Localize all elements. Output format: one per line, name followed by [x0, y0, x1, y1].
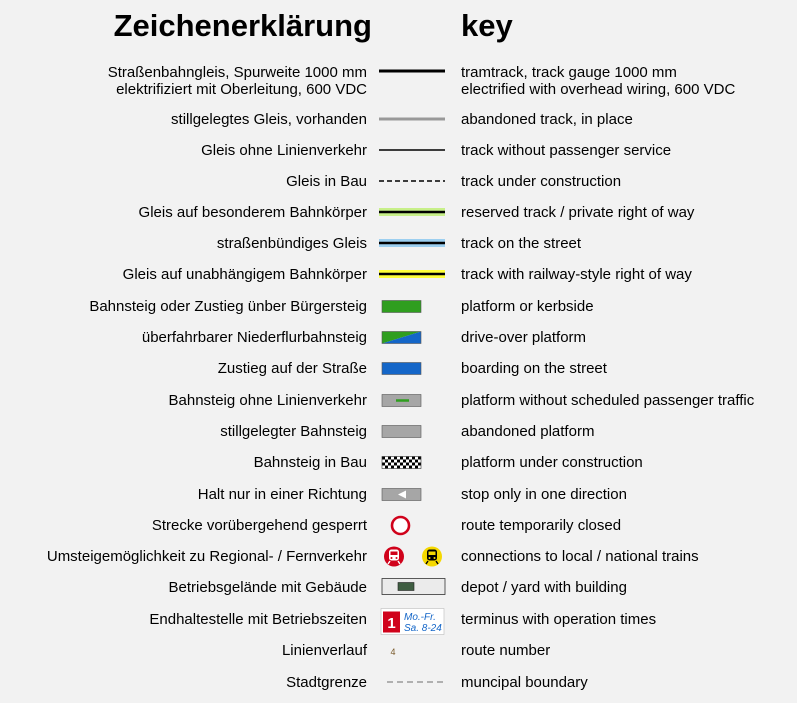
legend-text-de: Umsteigemöglichkeit zu Regional- / Fernverkehr: [46, 548, 367, 565]
legend-text-de: Gleis auf unabhängigem Bahnkörper: [122, 266, 367, 283]
legend-text-en: track with railway-style right of way: [461, 266, 692, 283]
one-direction-stop-symbol: [375, 488, 451, 502]
national-train-icon: [422, 547, 442, 567]
street-track-symbol: [375, 237, 451, 249]
legend-title-english: key: [461, 8, 513, 43]
route-closed-symbol: [375, 515, 451, 537]
legend-text-de: Gleis auf besonderem Bahnkörper: [138, 204, 367, 221]
legend-text-en: terminus with operation times: [461, 611, 657, 628]
legend-text-de: Halt nur in einer Richtung: [197, 486, 367, 503]
route-number-symbol: [375, 642, 451, 660]
legend-text-de: Bahnsteig in Bau: [253, 454, 367, 471]
legend-text-en: track under construction: [461, 173, 622, 190]
legend-text-en: tramtrack, track gauge 1000 mm electrified with overhead wiring, 600 VDC: [461, 64, 736, 98]
legend-text-en: reserved track / private right of way: [461, 204, 695, 221]
drive-over-platform-symbol: [375, 331, 451, 345]
building-icon: [398, 583, 414, 591]
terminus-times-weekday: Mo.-Fr.: [404, 612, 436, 623]
legend-text-en: boarding on the street: [461, 360, 607, 377]
tramtrack-symbol: [375, 68, 451, 74]
legend-text-de: Zustieg auf der Straße: [217, 360, 367, 377]
railway-style-track-symbol: [375, 268, 451, 280]
legend-text-de: Bahnsteig oder Zustieg ünber Bürgersteig: [89, 298, 367, 315]
legend-text-en: abandoned track, in place: [461, 111, 633, 128]
terminus-times-saturday: Sa. 8-24: [404, 623, 442, 634]
abandoned-platform-symbol: [375, 425, 451, 439]
track-construction-symbol: [375, 178, 451, 184]
platform-symbol: [375, 300, 451, 314]
legend-text-en: muncipal boundary: [461, 674, 588, 691]
legend-text-en: abandoned platform: [461, 423, 595, 440]
legend-text-de: Bahnsteig ohne Linienverkehr: [168, 392, 367, 409]
no-entry-icon: [392, 517, 409, 534]
legend-text-de: stillgelegter Bahnsteig: [220, 423, 367, 440]
legend-text-de: Gleis ohne Linienverkehr: [201, 142, 367, 159]
legend-text-en: platform under construction: [461, 454, 643, 471]
legend-text-en: route number: [461, 642, 551, 659]
legend-text-de: stillgelegtes Gleis, vorhanden: [171, 111, 367, 128]
municipal-boundary-symbol: [375, 679, 451, 685]
abandoned-track-symbol: [375, 116, 451, 122]
route-number-label: 4: [390, 647, 396, 657]
legend-text-en: depot / yard with building: [461, 579, 627, 596]
legend-text-de: Endhaltestelle mit Betriebszeiten: [149, 611, 367, 628]
reserved-track-symbol: [375, 206, 451, 218]
legend-text-de: Betriebsgelände mit Gebäude: [168, 579, 367, 596]
legend-text-de: Linienverlauf: [281, 642, 367, 659]
street-boarding-symbol: [375, 362, 451, 376]
legend-text-en: drive-over platform: [461, 329, 587, 346]
legend-text-de: straßenbündiges Gleis: [216, 235, 367, 252]
legend-text-de: Gleis in Bau: [286, 173, 367, 190]
train-connections-symbol: [375, 545, 451, 569]
legend-title-german: Zeichenerklärung: [113, 8, 372, 43]
legend-text-de: Straßenbahngleis, Spurweite 1000 mm elektrifiziert mit Oberleitung, 600 VDC: [107, 64, 367, 98]
legend-text-de: überfahrbarer Niederflurbahnsteig: [141, 329, 367, 346]
depot-symbol: [375, 578, 451, 596]
regional-train-icon: [384, 547, 404, 567]
track-no-service-symbol: [375, 147, 451, 153]
legend-text-en: platform or kerbside: [461, 298, 594, 315]
legend-text-en: route temporarily closed: [461, 517, 622, 534]
platform-no-service-symbol: [375, 394, 451, 408]
platform-construction-symbol: [375, 456, 451, 470]
terminus-symbol: [375, 608, 451, 636]
legend-text-en: track on the street: [461, 235, 582, 252]
legend-text-de: Strecke vorübergehend gesperrt: [151, 517, 367, 534]
terminus-line-number: 1: [387, 615, 396, 632]
legend-text-de: Stadtgrenze: [286, 674, 367, 691]
legend-text-en: platform without scheduled passenger traffic: [461, 392, 755, 409]
legend-text-en: stop only in one direction: [461, 486, 627, 503]
legend-text-en: connections to local / national trains: [461, 548, 699, 565]
legend-text-en: track without passenger service: [461, 142, 672, 159]
